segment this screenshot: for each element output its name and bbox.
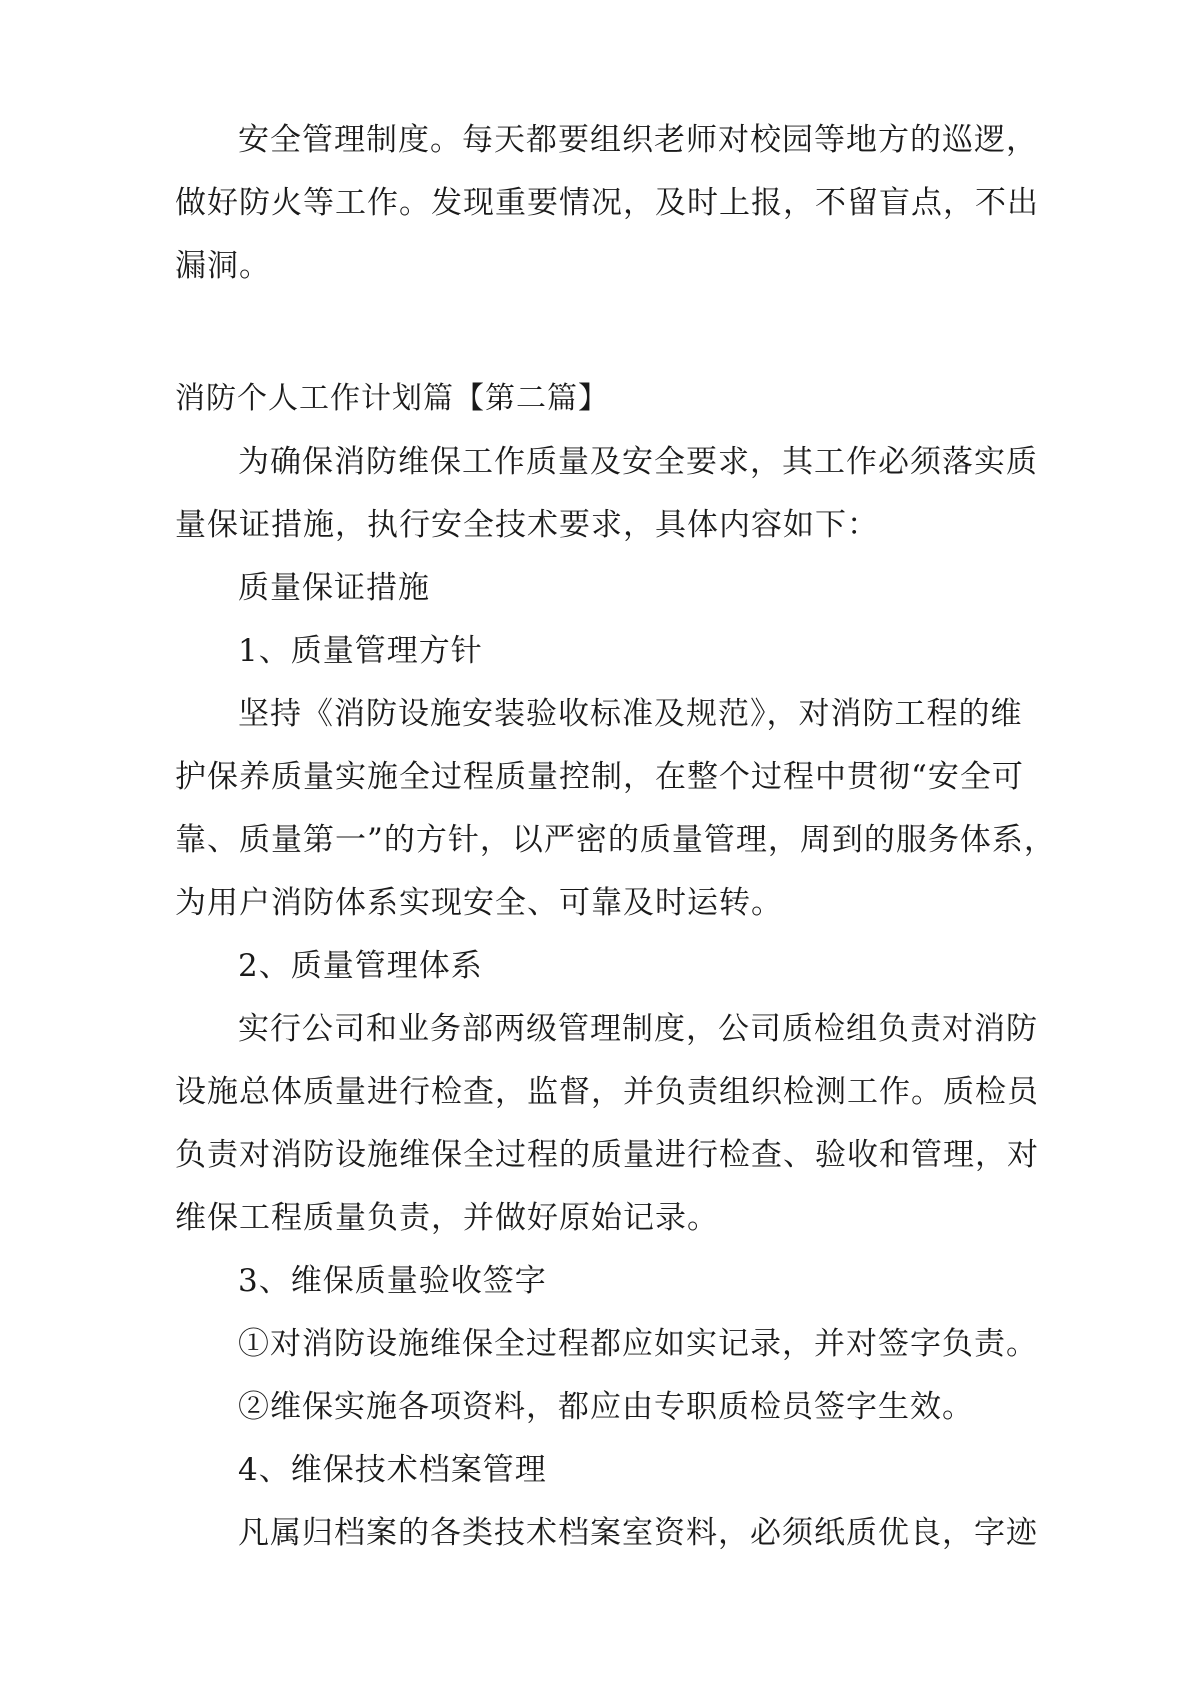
paragraph-line: 凡属归档案的各类技术档案室资料，必须纸质优良，字迹	[238, 1515, 1038, 1551]
paragraph-line: 设施总体质量进行检查，监督，并负责组织检测工作。质检员	[175, 1074, 1039, 1110]
paragraph-line: 坚持《消防设施安装验收标准及规范》，对消防工程的维	[238, 696, 1023, 732]
item-heading: 1、质量管理方针	[238, 633, 483, 669]
paragraph-line: 为确保消防维保工作质量及安全要求，其工作必须落实质	[238, 444, 1038, 480]
paragraph-line: 负责对消防设施维保全过程的质量进行检查、验收和管理，对	[175, 1137, 1039, 1173]
paragraph-line: ②维保实施各项资料，都应由专职质检员签字生效。	[238, 1389, 974, 1425]
paragraph-line: 漏洞。	[175, 248, 271, 284]
paragraph-line: ①对消防设施维保全过程都应如实记录，并对签字负责。	[238, 1326, 1038, 1362]
item-heading: 4、维保技术档案管理	[238, 1452, 547, 1488]
paragraph-line: 维保工程质量负责，并做好原始记录。	[175, 1200, 719, 1236]
section-title: 消防个人工作计划篇【第二篇】	[175, 381, 609, 416]
paragraph-line: 做好防火等工作。发现重要情况，及时上报，不留盲点，不出	[175, 185, 1039, 221]
paragraph-line: 实行公司和业务部两级管理制度，公司质检组负责对消防	[238, 1011, 1038, 1047]
paragraph-line: 为用户消防体系实现安全、可靠及时运转。	[175, 885, 783, 921]
paragraph-line: 安全管理制度。每天都要组织老师对校园等地方的巡逻，	[238, 122, 1038, 158]
paragraph-line: 护保养质量实施全过程质量控制，在整个过程中贯彻“安全可	[175, 759, 1024, 795]
item-heading: 3、维保质量验收签字	[238, 1263, 547, 1299]
subheading: 质量保证措施	[238, 570, 430, 606]
item-heading: 2、质量管理体系	[238, 948, 483, 984]
paragraph-line: 量保证措施，执行安全技术要求，具体内容如下：	[175, 507, 879, 543]
paragraph-line: 靠、质量第一”的方针，以严密的质量管理，周到的服务体系，	[175, 822, 1056, 858]
